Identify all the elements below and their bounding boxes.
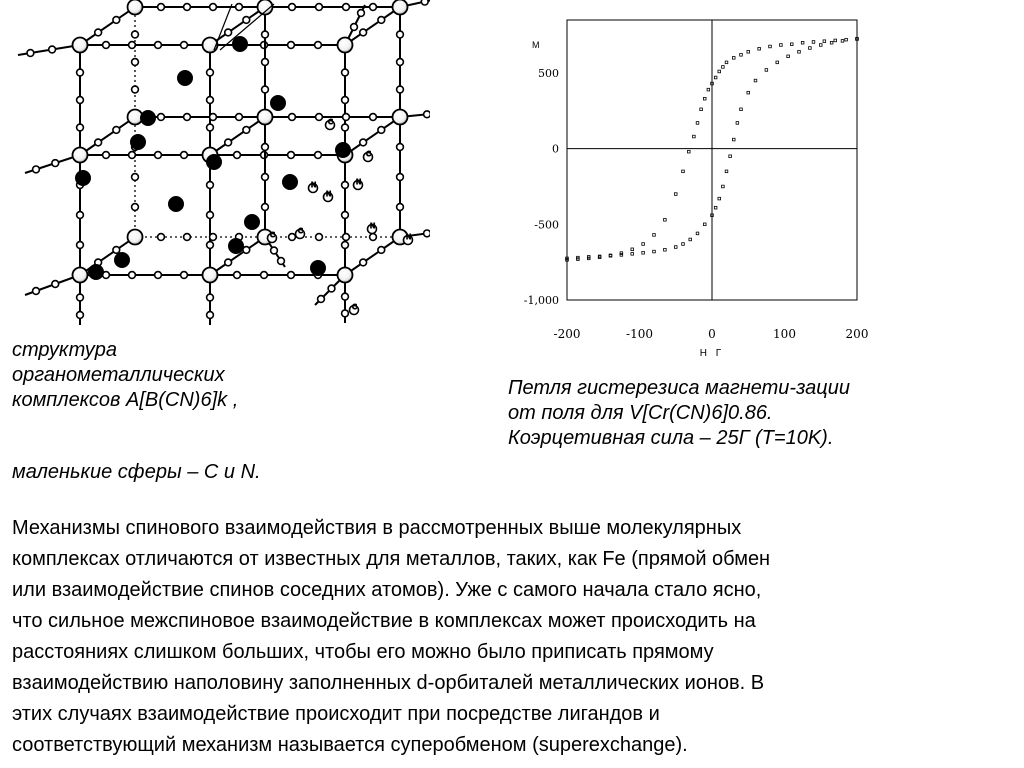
ligand-atom <box>113 127 120 134</box>
data-point <box>732 57 735 60</box>
data-point <box>765 69 768 72</box>
ligand-atom <box>421 0 428 5</box>
ligand-atom <box>77 294 84 301</box>
caption-line: Коэрцетивная сила – 25Г (T=10K). <box>508 427 834 449</box>
ligand-atom <box>207 242 214 249</box>
ligand-atom <box>370 4 377 11</box>
ligand-atom <box>207 182 214 189</box>
ligand-atom <box>288 272 295 279</box>
data-point <box>790 43 793 46</box>
ligand-atom <box>343 4 350 11</box>
data-point <box>631 253 634 256</box>
ligand-atom <box>243 127 250 134</box>
data-point <box>812 41 815 44</box>
data-point <box>620 254 623 257</box>
paragraph-line: что сильное межспиновое взаимодействие в комплексах может происходить на <box>12 610 756 632</box>
metal-atom <box>128 230 143 245</box>
bond-line <box>214 4 232 50</box>
atom-label: N <box>370 222 376 230</box>
bond-line <box>80 117 135 155</box>
data-point <box>747 91 750 94</box>
x-tick-label: 100 <box>773 327 796 341</box>
y-tick-label: -1,000 <box>523 294 559 307</box>
data-point <box>674 193 677 196</box>
ligand-atom <box>360 29 367 36</box>
bond-line <box>345 237 400 275</box>
ligand-atom <box>328 285 335 292</box>
y-tick-label: 0 <box>552 142 559 156</box>
metal-atom <box>393 110 408 125</box>
ligand-atom <box>225 29 232 36</box>
ligand-atom <box>184 114 191 121</box>
paragraph-line: взаимодействию наполовину заполненных d-орбиталей металлических ионов. В <box>12 672 765 694</box>
atom-label: N <box>326 190 332 198</box>
data-point <box>682 170 685 173</box>
ligand-atom <box>207 97 214 104</box>
bond-line <box>210 117 265 155</box>
x-tick-label: -100 <box>626 327 653 341</box>
caption-line: комплексов A[B(CN)6]k , <box>12 389 239 411</box>
metal-atom <box>73 148 88 163</box>
cation-atom <box>207 155 222 170</box>
metal-atom <box>203 38 218 53</box>
ligand-atom <box>210 234 217 241</box>
ligand-atom <box>378 127 385 134</box>
data-point <box>780 44 783 47</box>
cation-atom <box>283 175 298 190</box>
data-point <box>823 40 826 43</box>
data-point <box>725 170 728 173</box>
data-point <box>718 197 721 200</box>
paragraph-line: или взаимодействие спинов соседних атомов). Уже с самого начала стало ясно, <box>12 579 762 601</box>
metal-atom <box>73 38 88 53</box>
atom-label: N <box>311 181 317 189</box>
ligand-atom <box>132 174 139 181</box>
ligand-atom <box>225 259 232 266</box>
ligand-atom <box>271 247 278 254</box>
data-point <box>841 40 844 43</box>
ligand-atom <box>243 247 250 254</box>
atom-label: N <box>356 178 362 186</box>
data-point <box>740 54 743 57</box>
data-point <box>758 47 761 50</box>
ligand-atom <box>184 4 191 11</box>
atom-label: C <box>352 303 357 311</box>
paragraph-line: Механизмы спинового взаимодействия в рассмотренных выше молекулярных <box>12 517 742 539</box>
ligand-atom <box>318 296 325 303</box>
ligand-atom <box>236 4 243 11</box>
data-point <box>787 55 790 58</box>
ligand-atom <box>424 111 430 118</box>
ligand-atom <box>342 293 349 300</box>
caption-line: Петля гистерезиса магнети-зации <box>508 377 850 399</box>
x-axis-label: Н Г <box>699 348 725 359</box>
ligand-atom <box>132 86 139 93</box>
ligand-atom <box>342 97 349 104</box>
ligand-atom <box>288 152 295 159</box>
hysteresis-chart <box>510 15 880 365</box>
cation-atom <box>76 171 91 186</box>
ligand-atom <box>155 152 162 159</box>
data-point <box>819 44 822 47</box>
ligand-atom <box>129 42 136 49</box>
ligand-atom <box>343 234 350 241</box>
ligand-atom <box>360 139 367 146</box>
data-point <box>834 39 837 42</box>
ligand-atom <box>342 124 349 131</box>
ligand-atom <box>77 69 84 76</box>
ligand-atom <box>370 234 377 241</box>
y-tick-label: -500 <box>534 218 559 232</box>
cation-atom <box>271 96 286 111</box>
data-point <box>740 108 743 111</box>
cation-atom <box>336 143 351 158</box>
ligand-atom <box>95 29 102 36</box>
ligand-atom <box>262 59 269 66</box>
bond-line <box>345 117 400 155</box>
ligand-atom <box>262 144 269 151</box>
data-point <box>696 122 699 125</box>
data-point <box>664 248 667 251</box>
data-point <box>747 50 750 53</box>
ligand-atom <box>397 174 404 181</box>
cation-atom <box>233 37 248 52</box>
ligand-atom <box>77 97 84 104</box>
body-paragraph <box>12 513 1012 761</box>
ligand-atom <box>132 59 139 66</box>
data-point <box>653 250 656 253</box>
ligand-atom <box>207 124 214 131</box>
data-point <box>664 218 667 221</box>
data-point <box>798 50 801 53</box>
ligand-atom <box>225 139 232 146</box>
metal-atom <box>393 0 408 15</box>
ligand-atom <box>158 114 165 121</box>
cation-atom <box>311 261 326 276</box>
ligand-atom <box>158 4 165 11</box>
ligand-atom <box>397 86 404 93</box>
ligand-atom <box>397 59 404 66</box>
data-point <box>642 251 645 254</box>
ligand-atom <box>351 24 358 31</box>
ligand-atom <box>288 42 295 49</box>
ligand-atom <box>181 152 188 159</box>
data-point <box>732 138 735 141</box>
data-point <box>722 66 725 69</box>
ligand-atom <box>27 50 34 57</box>
ligand-atom <box>181 272 188 279</box>
metal-atom <box>203 268 218 283</box>
y-axis-label: M <box>532 40 540 50</box>
lattice-caption <box>12 340 432 450</box>
data-point <box>707 88 710 91</box>
ligand-atom <box>316 114 323 121</box>
ligand-atom <box>129 272 136 279</box>
paragraph-line: соответствующий механизм называется суперобменом (superexchange). <box>12 734 688 756</box>
ligand-atom <box>113 247 120 254</box>
atom-label: C <box>298 227 303 235</box>
ligand-atom <box>236 114 243 121</box>
ligand-atom <box>424 230 430 237</box>
ligand-atom <box>397 31 404 38</box>
ligand-atom <box>316 234 323 241</box>
data-point <box>845 38 848 41</box>
ligand-atom <box>181 42 188 49</box>
data-point <box>722 185 725 188</box>
ligand-atom <box>397 144 404 151</box>
ligand-atom <box>262 204 269 211</box>
ligand-atom <box>132 204 139 211</box>
ligand-atom <box>77 124 84 131</box>
ligand-atom <box>52 281 59 288</box>
ligand-atom <box>378 17 385 24</box>
data-point <box>703 97 706 100</box>
ligand-atom <box>262 86 269 93</box>
atom-label: C <box>366 150 371 158</box>
metal-atom <box>258 110 273 125</box>
ligand-atom <box>316 4 323 11</box>
ligand-atom <box>49 46 56 53</box>
paragraph-line: расстояниях слишком больших, чтобы его можно было приписать прямому <box>12 641 714 663</box>
data-point <box>688 150 691 153</box>
data-point <box>809 47 812 50</box>
atom-label: C <box>270 231 275 239</box>
ligand-atom <box>210 114 217 121</box>
ligand-atom <box>342 69 349 76</box>
metal-atom <box>128 0 143 15</box>
y-tick-label: 500 <box>538 66 559 80</box>
data-point <box>689 238 692 241</box>
ligand-atom <box>360 259 367 266</box>
x-tick-label: -200 <box>553 327 581 341</box>
ligand-atom <box>278 258 285 265</box>
data-point <box>729 155 732 158</box>
ligand-atom <box>184 234 191 241</box>
ligand-atom <box>289 234 296 241</box>
data-point <box>801 41 804 44</box>
data-point <box>769 45 772 48</box>
ligand-atom <box>342 182 349 189</box>
ligand-atom <box>207 312 214 319</box>
caption-line: органометаллических <box>12 364 225 386</box>
ligand-atom <box>158 234 165 241</box>
data-point <box>703 223 706 226</box>
caption-line: от поля для V[Cr(CN)6]0.86. <box>508 402 773 424</box>
caption-line: структура <box>12 340 118 361</box>
cation-atom <box>178 71 193 86</box>
ligand-atom <box>210 4 217 11</box>
ligand-atom <box>358 10 365 17</box>
ligand-atom <box>103 42 110 49</box>
ligand-atom <box>132 31 139 38</box>
ligand-atom <box>315 152 322 159</box>
data-point <box>682 243 685 246</box>
chart-caption <box>508 376 988 451</box>
x-tick-label: 0 <box>708 327 716 341</box>
data-point <box>830 41 833 44</box>
data-point <box>609 255 612 258</box>
data-point <box>642 243 645 246</box>
paragraph-line: комплексах отличаются от известных для металлов, таких, как Fe (прямой обмен <box>12 548 771 570</box>
data-point <box>754 79 757 82</box>
data-point <box>718 70 721 73</box>
data-point <box>714 76 717 79</box>
ligand-atom <box>113 17 120 24</box>
ligand-atom <box>261 272 268 279</box>
ligand-atom <box>77 242 84 249</box>
ligand-atom <box>234 272 241 279</box>
ligand-atom <box>342 242 349 249</box>
ligand-atom <box>207 212 214 219</box>
x-tick-label: 200 <box>845 327 869 341</box>
ligand-atom <box>77 212 84 219</box>
data-point <box>696 232 699 235</box>
data-point <box>693 135 696 138</box>
data-point <box>776 61 779 64</box>
data-point <box>631 248 634 251</box>
cation-atom <box>245 215 260 230</box>
ligand-atom <box>77 312 84 319</box>
metal-atom <box>338 268 353 283</box>
ligand-atom <box>262 31 269 38</box>
ligand-atom <box>342 310 349 317</box>
ligand-atom <box>207 69 214 76</box>
data-point <box>714 206 717 209</box>
ligand-atom <box>342 212 349 219</box>
ligand-atom <box>95 139 102 146</box>
ligand-atom <box>289 114 296 121</box>
ligand-atom <box>315 42 322 49</box>
cation-atom <box>89 265 104 280</box>
bond-line <box>80 7 135 45</box>
ligand-atom <box>103 152 110 159</box>
ligand-atom <box>397 204 404 211</box>
ligand-atom <box>155 42 162 49</box>
ligand-atom <box>207 294 214 301</box>
atom-label: N <box>406 233 412 241</box>
metal-atom <box>338 38 353 53</box>
cation-atom <box>141 111 156 126</box>
cation-atom <box>229 239 244 254</box>
ligand-atom <box>243 17 250 24</box>
ligand-atom <box>378 247 385 254</box>
ligand-atom <box>33 288 40 295</box>
ligand-atom <box>155 272 162 279</box>
atom-label: C <box>328 118 333 126</box>
paragraph-line: этих случаях взаимодействие происходит при посредстве лигандов и <box>12 703 660 725</box>
data-point <box>736 122 739 125</box>
lattice-caption-note: маленькие сферы – C и N. <box>12 461 261 483</box>
ligand-atom <box>234 152 241 159</box>
cation-atom <box>115 253 130 268</box>
data-point <box>653 234 656 237</box>
ligand-atom <box>289 4 296 11</box>
ligand-atom <box>52 160 59 167</box>
cation-atom <box>131 135 146 150</box>
data-point <box>700 108 703 111</box>
lattice-structure-image <box>0 0 430 350</box>
ligand-atom <box>33 166 40 173</box>
ligand-atom <box>370 114 377 121</box>
metal-atom <box>73 268 88 283</box>
ligand-atom <box>343 114 350 121</box>
ligand-atom <box>262 174 269 181</box>
data-point <box>674 246 677 249</box>
cation-atom <box>169 197 184 212</box>
data-point <box>725 61 728 64</box>
